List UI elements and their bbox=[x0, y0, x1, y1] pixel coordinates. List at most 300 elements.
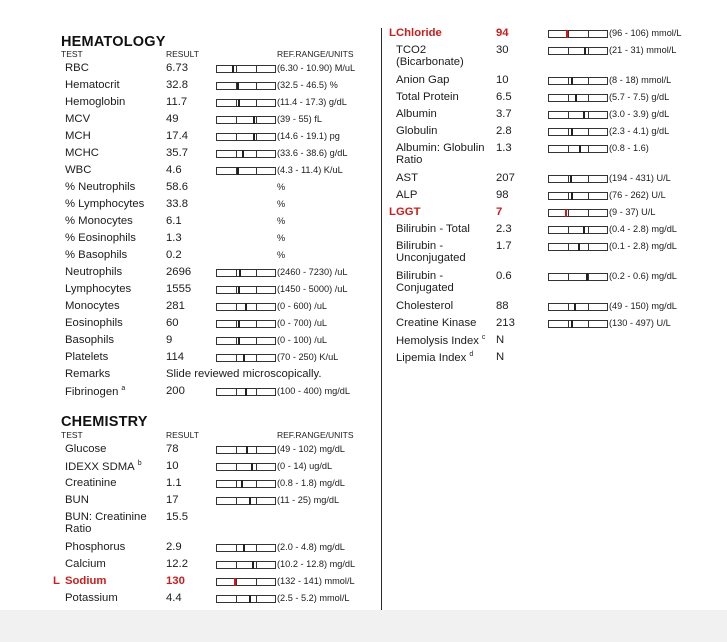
reference-range: (70 - 250) K/uL bbox=[277, 352, 339, 362]
gauge-marker bbox=[237, 167, 239, 175]
gauge-marker bbox=[241, 480, 243, 488]
result-row bbox=[0, 350, 380, 367]
result-row bbox=[385, 26, 727, 43]
range-gauge bbox=[216, 133, 276, 141]
result-row bbox=[385, 124, 727, 141]
result-row bbox=[0, 459, 380, 476]
test-name-text: Cholesterol bbox=[396, 300, 454, 312]
test-name-text: AST bbox=[396, 172, 418, 184]
result-row bbox=[0, 231, 380, 248]
result-value: 30 bbox=[496, 44, 509, 56]
result-row bbox=[385, 299, 727, 316]
result-row bbox=[385, 90, 727, 107]
reference-range: % bbox=[277, 182, 286, 192]
reference-range: (2.5 - 5.2) mmol/L bbox=[277, 593, 350, 603]
result-value: 58.6 bbox=[166, 181, 188, 193]
result-row bbox=[0, 282, 380, 299]
gauge-low-tick bbox=[568, 226, 569, 234]
range-gauge bbox=[548, 175, 608, 183]
result-value: 33.8 bbox=[166, 198, 188, 210]
test-name bbox=[396, 334, 485, 347]
gauge-marker bbox=[232, 65, 234, 73]
test-name-text: Total Protein bbox=[396, 91, 459, 103]
range-gauge bbox=[216, 167, 276, 175]
result-value: 9 bbox=[166, 334, 173, 346]
gauge-low-tick bbox=[236, 150, 237, 158]
reference-range: (96 - 106) mmol/L bbox=[609, 28, 682, 38]
gauge-low-tick bbox=[236, 544, 237, 552]
test-name bbox=[65, 62, 89, 74]
test-name-text: Creatinine bbox=[65, 477, 117, 489]
gauge-low-tick bbox=[236, 116, 237, 124]
gauge-low-tick bbox=[236, 578, 237, 586]
range-gauge bbox=[216, 463, 276, 471]
result-value: 2.3 bbox=[496, 223, 512, 235]
low-flag: L bbox=[53, 575, 60, 587]
gauge-low-tick bbox=[568, 303, 569, 311]
gauge-high-tick bbox=[588, 209, 589, 217]
result-value: 281 bbox=[166, 300, 185, 312]
gauge-marker bbox=[252, 561, 254, 569]
gauge-high-tick bbox=[256, 595, 257, 603]
range-gauge bbox=[216, 388, 276, 396]
test-name bbox=[65, 232, 136, 244]
reference-range: (76 - 262) U/L bbox=[609, 190, 666, 200]
test-name bbox=[65, 511, 160, 535]
reference-range: (0.8 - 1.6) bbox=[609, 143, 649, 153]
gauge-low-tick bbox=[568, 192, 569, 200]
gauge-marker bbox=[249, 497, 251, 505]
test-name-text: Fibrinogen bbox=[65, 385, 119, 398]
reference-range: (132 - 141) mmol/L bbox=[277, 576, 355, 586]
reference-range: (32.5 - 46.5) % bbox=[277, 80, 338, 90]
gauge-low-tick bbox=[236, 65, 237, 73]
test-name bbox=[65, 592, 118, 604]
gauge-high-tick bbox=[588, 111, 589, 119]
footnote-marker: b bbox=[137, 460, 142, 467]
test-name bbox=[396, 172, 418, 184]
result-value: 207 bbox=[496, 172, 515, 184]
gauge-low-tick bbox=[568, 320, 569, 328]
result-row bbox=[0, 180, 380, 197]
result-row bbox=[385, 171, 727, 188]
result-row bbox=[0, 197, 380, 214]
reference-range: % bbox=[277, 250, 286, 260]
reference-range: (39 - 55) fL bbox=[277, 114, 322, 124]
gauge-low-tick bbox=[236, 133, 237, 141]
result-row bbox=[0, 442, 380, 459]
range-gauge bbox=[216, 497, 276, 505]
test-name bbox=[65, 477, 117, 489]
low-flag: L bbox=[389, 27, 396, 39]
result-value: 130 bbox=[166, 575, 185, 587]
range-gauge bbox=[216, 99, 276, 107]
test-name-text: Phosphorus bbox=[65, 541, 126, 553]
test-name bbox=[396, 44, 494, 68]
range-gauge bbox=[216, 578, 276, 586]
range-gauge bbox=[216, 269, 276, 277]
gauge-marker bbox=[246, 446, 248, 454]
test-name-text: Potassium bbox=[65, 592, 118, 604]
test-name bbox=[65, 283, 131, 295]
range-gauge bbox=[216, 150, 276, 158]
result-row bbox=[0, 163, 380, 180]
gauge-marker bbox=[242, 150, 244, 158]
range-gauge bbox=[548, 145, 608, 153]
result-row bbox=[385, 333, 727, 350]
test-name bbox=[396, 206, 420, 218]
gauge-marker bbox=[238, 337, 240, 345]
test-name-text: Lipemia Index bbox=[396, 351, 467, 364]
reference-range: (2.3 - 4.1) g/dL bbox=[609, 126, 670, 136]
page-bottom-band bbox=[0, 610, 727, 642]
range-gauge bbox=[548, 30, 608, 38]
reference-range: (130 - 497) U/L bbox=[609, 318, 671, 328]
test-name bbox=[396, 351, 473, 364]
test-name bbox=[65, 443, 106, 455]
test-name-text: Hemolysis Index bbox=[396, 334, 479, 347]
gauge-high-tick bbox=[256, 446, 257, 454]
result-value: 1.3 bbox=[166, 232, 182, 244]
result-row bbox=[0, 493, 380, 510]
result-row bbox=[385, 239, 727, 269]
test-name bbox=[65, 113, 90, 125]
reference-range: (14.6 - 19.1) pg bbox=[277, 131, 340, 141]
result-value: 6.73 bbox=[166, 62, 188, 74]
test-name bbox=[65, 249, 127, 261]
result-value: 32.8 bbox=[166, 79, 188, 91]
chemistry-test-header: TEST bbox=[61, 430, 83, 440]
gauge-high-tick bbox=[256, 480, 257, 488]
range-gauge bbox=[548, 94, 608, 102]
result-row bbox=[0, 557, 380, 574]
reference-range: (194 - 431) U/L bbox=[609, 173, 671, 183]
test-name-text: BUN: Creatinine Ratio bbox=[65, 511, 147, 535]
test-name-text: Albumin bbox=[396, 108, 437, 120]
gauge-high-tick bbox=[256, 337, 257, 345]
test-name bbox=[65, 79, 120, 91]
result-row bbox=[385, 222, 727, 239]
range-gauge bbox=[216, 337, 276, 345]
test-name bbox=[396, 142, 494, 166]
reference-range: (49 - 102) mg/dL bbox=[277, 444, 345, 454]
gauge-high-tick bbox=[588, 94, 589, 102]
test-name-text: Platelets bbox=[65, 351, 109, 363]
test-name bbox=[396, 223, 470, 235]
test-name bbox=[65, 164, 91, 176]
result-value: 114 bbox=[166, 351, 185, 363]
test-name bbox=[65, 266, 122, 278]
test-name-text: Hemoglobin bbox=[65, 96, 126, 108]
gauge-high-tick bbox=[256, 133, 257, 141]
test-name bbox=[65, 215, 133, 227]
reference-range: % bbox=[277, 216, 286, 226]
range-gauge bbox=[548, 243, 608, 251]
test-name-text: Basophils bbox=[65, 334, 114, 346]
result-value: 10 bbox=[166, 460, 179, 472]
gauge-marker bbox=[571, 77, 573, 85]
gauge-marker bbox=[571, 192, 573, 200]
result-row bbox=[385, 43, 727, 73]
range-gauge bbox=[216, 544, 276, 552]
test-name-text: Eosinophils bbox=[65, 317, 123, 329]
gauge-marker bbox=[239, 269, 241, 277]
gauge-high-tick bbox=[588, 226, 589, 234]
gauge-marker bbox=[253, 133, 255, 141]
gauge-low-tick bbox=[236, 561, 237, 569]
result-value: 10 bbox=[496, 74, 509, 86]
gauge-marker bbox=[234, 578, 236, 586]
gauge-low-tick bbox=[568, 175, 569, 183]
result-value: 7 bbox=[496, 206, 503, 218]
test-name bbox=[65, 494, 89, 506]
gauge-high-tick bbox=[256, 578, 257, 586]
result-value: 98 bbox=[496, 189, 509, 201]
range-gauge bbox=[216, 303, 276, 311]
result-value: 3.7 bbox=[496, 108, 512, 120]
gauge-marker bbox=[578, 243, 580, 251]
reference-range: (0.2 - 0.6) mg/dL bbox=[609, 271, 677, 281]
test-name-text: Hematocrit bbox=[65, 79, 120, 91]
test-name-text: MCH bbox=[65, 130, 91, 142]
range-gauge bbox=[216, 65, 276, 73]
result-value: 60 bbox=[166, 317, 179, 329]
reference-range: (11.4 - 17.3) g/dL bbox=[277, 97, 347, 107]
gauge-marker bbox=[243, 544, 245, 552]
range-gauge bbox=[216, 561, 276, 569]
gauge-high-tick bbox=[588, 192, 589, 200]
gauge-marker bbox=[571, 320, 573, 328]
result-row bbox=[0, 248, 380, 265]
test-name bbox=[396, 300, 453, 312]
reference-range: (6.30 - 10.90) M/uL bbox=[277, 63, 356, 73]
test-name bbox=[65, 460, 142, 473]
result-value: 94 bbox=[496, 27, 509, 39]
result-value: 15.5 bbox=[166, 511, 188, 523]
test-name bbox=[65, 147, 99, 159]
gauge-high-tick bbox=[256, 463, 257, 471]
gauge-high-tick bbox=[256, 286, 257, 294]
result-row bbox=[0, 591, 380, 608]
test-name bbox=[396, 27, 442, 39]
range-gauge bbox=[216, 82, 276, 90]
test-name-text: % Eosinophils bbox=[65, 232, 136, 244]
result-row bbox=[385, 205, 727, 222]
gauge-low-tick bbox=[568, 243, 569, 251]
reference-range: (0 - 600) /uL bbox=[277, 301, 328, 311]
test-name-text: Globulin bbox=[396, 125, 438, 137]
result-value: 2.9 bbox=[166, 541, 182, 553]
gauge-marker bbox=[237, 82, 239, 90]
result-row bbox=[0, 574, 380, 591]
reference-range: (21 - 31) mmol/L bbox=[609, 45, 677, 55]
test-name-text: Chloride bbox=[396, 27, 442, 39]
gauge-low-tick bbox=[236, 99, 237, 107]
reference-range: (4.3 - 11.4) K/uL bbox=[277, 165, 343, 175]
result-value: 17 bbox=[166, 494, 179, 506]
test-name bbox=[65, 130, 91, 142]
hematology-test-header: TEST bbox=[61, 49, 83, 59]
gauge-low-tick bbox=[568, 30, 569, 38]
result-value: 2696 bbox=[166, 266, 192, 278]
test-name-text: Calcium bbox=[65, 558, 106, 570]
gauge-marker bbox=[583, 111, 585, 119]
gauge-low-tick bbox=[236, 286, 237, 294]
result-value: 6.1 bbox=[166, 215, 182, 227]
gauge-marker bbox=[574, 303, 576, 311]
result-row bbox=[385, 316, 727, 333]
test-name bbox=[65, 558, 106, 570]
test-name bbox=[65, 96, 125, 108]
reference-range: (0 - 14) ug/dL bbox=[277, 461, 333, 471]
gauge-marker bbox=[575, 94, 577, 102]
gauge-low-tick bbox=[236, 320, 237, 328]
gauge-high-tick bbox=[256, 99, 257, 107]
result-row bbox=[0, 333, 380, 350]
hematology-title: HEMATOLOGY bbox=[61, 34, 166, 50]
gauge-low-tick bbox=[236, 463, 237, 471]
result-row bbox=[0, 129, 380, 146]
result-row bbox=[0, 540, 380, 557]
gauge-high-tick bbox=[256, 561, 257, 569]
test-name-text: ALP bbox=[396, 189, 418, 201]
test-name-text: Sodium bbox=[65, 575, 107, 587]
reference-range: (2460 - 7230) /uL bbox=[277, 267, 348, 277]
test-name-text: TCO2 (Bicarbonate) bbox=[396, 44, 464, 68]
result-row bbox=[385, 107, 727, 124]
chemistry-range-header: REF.RANGE/UNITS bbox=[277, 430, 354, 440]
result-value: 0.6 bbox=[496, 270, 512, 282]
test-name bbox=[396, 189, 417, 201]
gauge-marker bbox=[251, 463, 253, 471]
hematology-range-header: REF.RANGE/UNITS bbox=[277, 49, 354, 59]
range-gauge bbox=[548, 273, 608, 281]
reference-range: (0 - 100) /uL bbox=[277, 335, 328, 345]
result-value: 4.4 bbox=[166, 592, 182, 604]
remarks-label: Remarks bbox=[65, 368, 111, 380]
result-value: 78 bbox=[166, 443, 179, 455]
result-row bbox=[385, 188, 727, 205]
gauge-marker bbox=[583, 226, 585, 234]
gauge-high-tick bbox=[588, 30, 589, 38]
footnote-marker: a bbox=[121, 385, 126, 392]
result-value: N bbox=[496, 334, 505, 346]
gauge-marker bbox=[243, 354, 245, 362]
result-value: 200 bbox=[166, 385, 185, 397]
result-value: 2.8 bbox=[496, 125, 512, 137]
gauge-high-tick bbox=[256, 116, 257, 124]
test-name bbox=[65, 181, 135, 193]
result-row bbox=[0, 146, 380, 163]
test-name bbox=[396, 91, 459, 103]
result-row bbox=[0, 61, 380, 78]
test-name-text: IDEXX SDMA bbox=[65, 460, 135, 473]
reference-range: (0.4 - 2.8) mg/dL bbox=[609, 224, 677, 234]
test-name bbox=[65, 317, 123, 329]
result-row bbox=[385, 350, 727, 367]
gauge-high-tick bbox=[256, 150, 257, 158]
range-gauge bbox=[216, 595, 276, 603]
test-name-text: RBC bbox=[65, 62, 89, 74]
result-value: 88 bbox=[496, 300, 509, 312]
gauge-marker bbox=[566, 30, 568, 38]
range-gauge bbox=[548, 320, 608, 328]
result-row bbox=[385, 269, 727, 299]
gauge-marker bbox=[238, 99, 240, 107]
range-gauge bbox=[548, 226, 608, 234]
result-row bbox=[385, 73, 727, 90]
test-name bbox=[65, 351, 108, 363]
gauge-low-tick bbox=[568, 47, 569, 55]
result-value: 12.2 bbox=[166, 558, 188, 570]
gauge-low-tick bbox=[568, 145, 569, 153]
range-gauge bbox=[548, 77, 608, 85]
test-name-text: BUN bbox=[65, 494, 89, 506]
result-value: 17.4 bbox=[166, 130, 188, 142]
range-gauge bbox=[216, 446, 276, 454]
range-gauge bbox=[216, 320, 276, 328]
gauge-low-tick bbox=[236, 303, 237, 311]
test-name-text: Monocytes bbox=[65, 300, 120, 312]
result-row bbox=[0, 78, 380, 95]
gauge-high-tick bbox=[256, 497, 257, 505]
gauge-high-tick bbox=[256, 388, 257, 396]
reference-range: (1450 - 5000) /uL bbox=[277, 284, 348, 294]
result-value: 4.6 bbox=[166, 164, 182, 176]
test-name-text: % Lymphocytes bbox=[65, 198, 145, 210]
result-row bbox=[0, 214, 380, 231]
test-name-text: Anion Gap bbox=[396, 74, 450, 86]
gauge-low-tick bbox=[236, 446, 237, 454]
gauge-marker bbox=[579, 145, 581, 153]
gauge-low-tick bbox=[236, 595, 237, 603]
gauge-high-tick bbox=[588, 145, 589, 153]
result-row bbox=[0, 299, 380, 316]
test-name bbox=[65, 385, 125, 398]
gauge-high-tick bbox=[256, 82, 257, 90]
test-name bbox=[396, 74, 449, 86]
test-name-text: % Basophils bbox=[65, 249, 128, 261]
remarks-text: Slide reviewed microscopically. bbox=[166, 368, 322, 380]
test-name bbox=[65, 198, 144, 210]
gauge-low-tick bbox=[568, 111, 569, 119]
gauge-low-tick bbox=[236, 269, 237, 277]
reference-range: (11 - 25) mg/dL bbox=[277, 495, 340, 505]
result-value: 35.7 bbox=[166, 147, 188, 159]
test-name bbox=[65, 575, 106, 587]
gauge-marker bbox=[245, 303, 247, 311]
gauge-marker bbox=[249, 595, 251, 603]
gauge-high-tick bbox=[256, 320, 257, 328]
gauge-high-tick bbox=[588, 47, 589, 55]
gauge-high-tick bbox=[256, 544, 257, 552]
result-row bbox=[0, 265, 380, 282]
reference-range: (0 - 700) /uL bbox=[277, 318, 328, 328]
reference-range: % bbox=[277, 199, 286, 209]
gauge-high-tick bbox=[588, 243, 589, 251]
test-name bbox=[396, 125, 437, 137]
gauge-high-tick bbox=[588, 128, 589, 136]
gauge-low-tick bbox=[236, 354, 237, 362]
test-name bbox=[65, 541, 125, 553]
range-gauge bbox=[216, 354, 276, 362]
result-row bbox=[0, 510, 380, 540]
test-name-text: Bilirubin - Conjugated bbox=[396, 270, 454, 294]
result-value: 1.3 bbox=[496, 142, 512, 154]
gauge-low-tick bbox=[236, 480, 237, 488]
result-row bbox=[0, 384, 380, 401]
gauge-marker bbox=[238, 320, 240, 328]
